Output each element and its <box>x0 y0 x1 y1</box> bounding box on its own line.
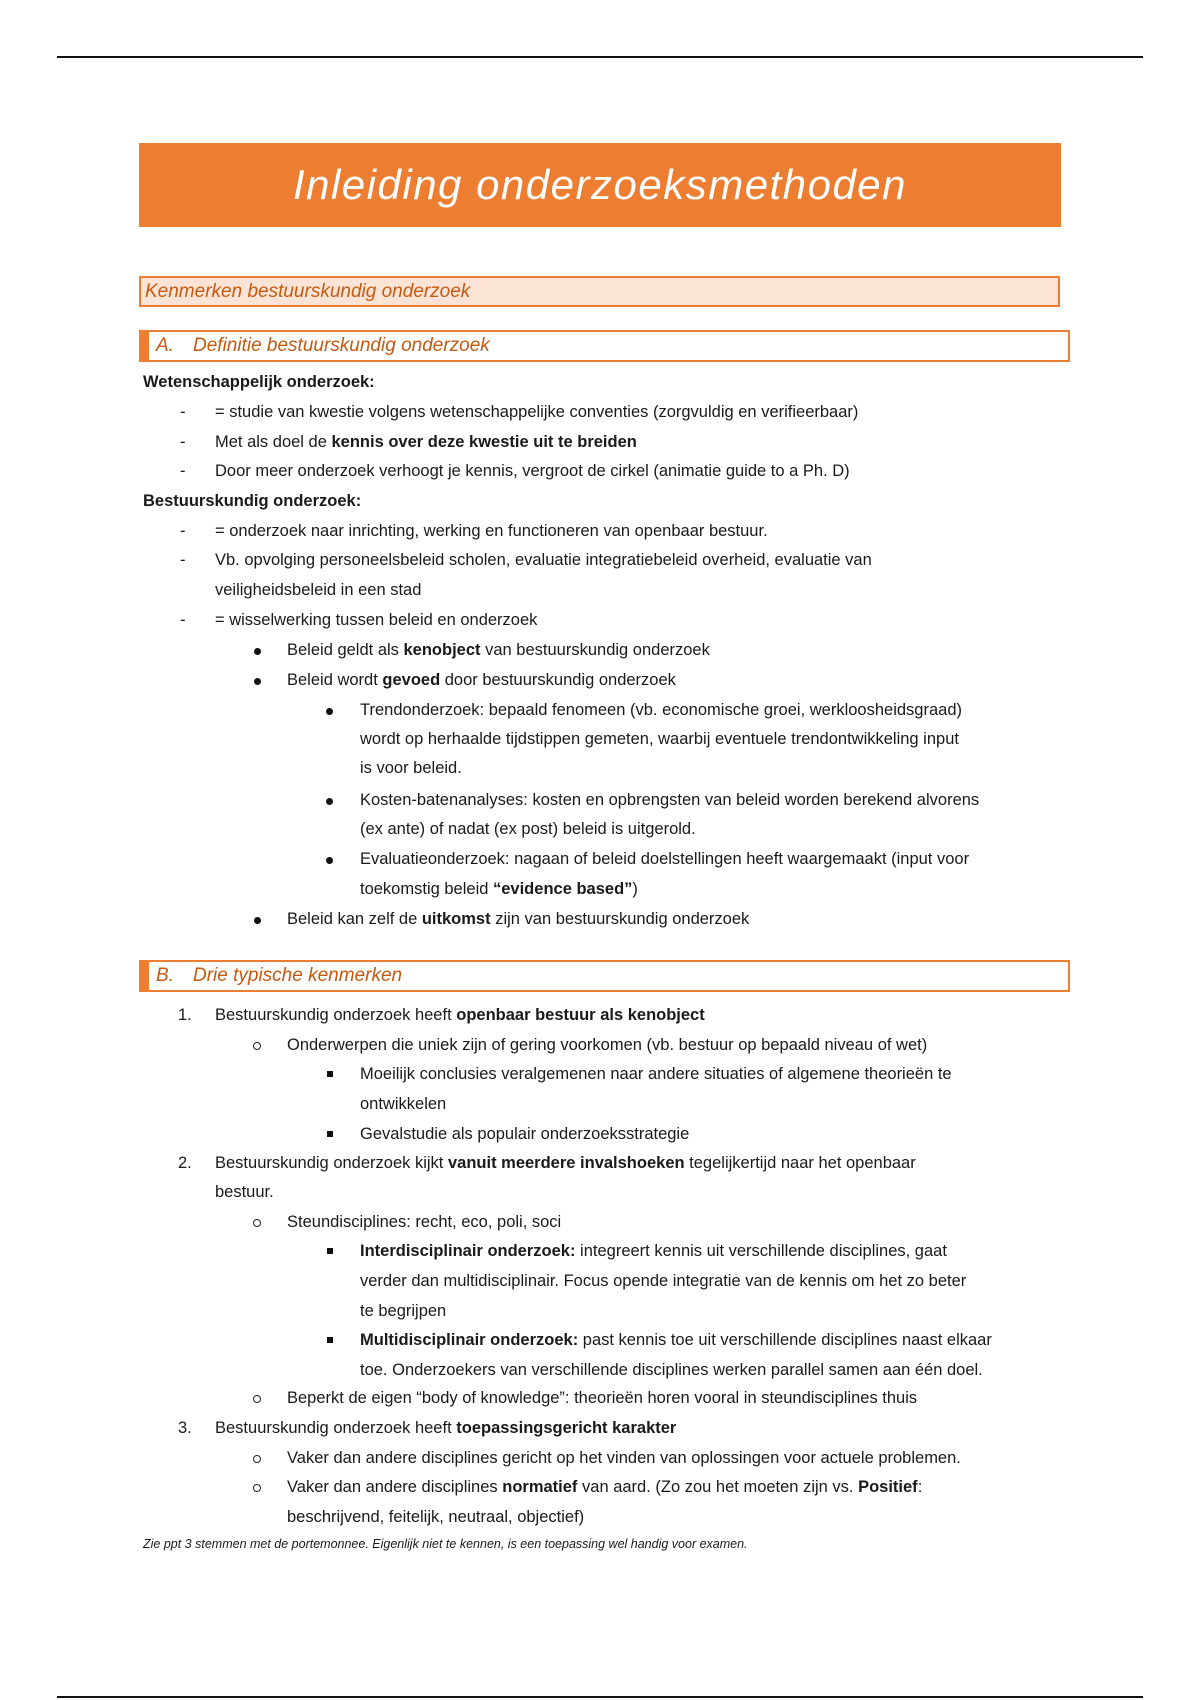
text-line: Interdisciplinair onderzoek: integreert kennis uit verschillende disciplines, gaat <box>360 1242 947 1260</box>
text-line: toe. Onderzoekers van verschillende disciplines werken parallel samen aan één doel. <box>360 1361 983 1379</box>
circle-marker <box>253 1395 261 1403</box>
heading-bestuurskundig: Bestuurskundig onderzoek: <box>143 492 362 510</box>
circle-marker <box>253 1484 261 1492</box>
text-line: Vaker dan andere disciplines gericht op het vinden van oplossingen voor actuele problemen. <box>287 1449 961 1467</box>
text-line: ontwikkelen <box>360 1095 447 1113</box>
dash-marker <box>180 551 186 570</box>
subsection-b-heading <box>139 960 1070 992</box>
text-line: Vb. opvolging personeelsbeleid scholen, evaluatie integratiebeleid overheid, evaluatie van <box>215 551 872 569</box>
dash-marker <box>180 611 186 630</box>
text-line: Trendonderzoek: bepaald fenomeen (vb. economische groei, werkloosheidsgraad) <box>360 701 962 719</box>
dash-marker <box>180 462 186 481</box>
footer-rule <box>57 1696 1143 1698</box>
section-heading-box <box>139 276 1060 307</box>
text-line: veiligheidsbeleid in een stad <box>215 581 422 599</box>
subsection-a-heading <box>139 330 1070 362</box>
text-line: Moeilijk conclusies veralgemenen naar andere situaties of algemene theorieën te <box>360 1065 952 1083</box>
text-line: = studie van kwestie volgens wetenschappelijke conventies (zorgvuldig en verifieerbaar) <box>215 403 859 421</box>
subsection-b-letter: B. <box>156 965 174 986</box>
text-line: te begrijpen <box>360 1302 447 1320</box>
list-number: 2. <box>178 1154 192 1172</box>
text-line: Vaker dan andere disciplines normatief van aard. (Zo zou het moeten zijn vs. Positief: <box>287 1478 923 1496</box>
bullet-marker <box>326 708 333 715</box>
square-marker <box>327 1337 333 1343</box>
dash-marker <box>180 403 186 422</box>
document-title: Inleiding onderzoeksmethoden <box>292 161 908 208</box>
section-heading: Kenmerken bestuurskundig onderzoek <box>145 280 471 302</box>
text-line: Multidisciplinair onderzoek: past kennis toe uit verschillende disciplines naast elkaar <box>360 1331 992 1349</box>
dash-marker <box>180 522 186 541</box>
text-line: Bestuurskundig onderzoek heeft toepassingsgericht karakter <box>215 1419 677 1437</box>
bullet-marker <box>254 648 261 655</box>
text-line: Beleid kan zelf de uitkomst zijn van bestuurskundig onderzoek <box>287 910 750 928</box>
text-line: bestuur. <box>215 1183 274 1201</box>
text-line: verder dan multidisciplinair. Focus opende integratie van de kennis om het zo beter <box>360 1272 967 1290</box>
text-line: (ex ante) of nadat (ex post) beleid is uitgerold. <box>360 820 696 838</box>
text-line: Onderwerpen die uniek zijn of gering voorkomen (vb. bestuur op bepaald niveau of wet) <box>287 1036 928 1054</box>
dash-marker <box>180 433 186 452</box>
square-marker <box>327 1131 333 1137</box>
text-line: Gevalstudie als populair onderzoeksstrategie <box>360 1125 690 1143</box>
text-line: wordt op herhaalde tijdstippen gemeten, waarbij eventuele trendontwikkeling input <box>360 730 959 748</box>
subsection-b-title: Drie typische kenmerken <box>193 965 403 986</box>
text-line: Beleid wordt gevoed door bestuurskundig onderzoek <box>287 671 676 689</box>
text-line: Met als doel de kennis over deze kwestie uit te breiden <box>215 433 637 451</box>
title-banner <box>139 143 1061 227</box>
header-rule <box>57 56 1143 58</box>
list-number: 1. <box>178 1006 192 1024</box>
heading-wetenschappelijk: Wetenschappelijk onderzoek: <box>143 373 375 391</box>
text-line: Evaluatieonderzoek: nagaan of beleid doelstellingen heeft waargemaakt (input voor <box>360 850 970 868</box>
text-line: Kosten-batenanalyses: kosten en opbrengsten van beleid worden berekend alvorens <box>360 791 980 809</box>
subsection-a-title: Definitie bestuurskundig onderzoek <box>193 335 490 356</box>
circle-marker <box>253 1219 261 1227</box>
square-marker <box>327 1071 333 1077</box>
text-line: Beperkt de eigen “body of knowledge”: theorieën horen vooral in steundisciplines thuis <box>287 1389 918 1407</box>
text-line: Bestuurskundig onderzoek kijkt vanuit meerdere invalshoeken tegelijkertijd naar het openbaar <box>215 1154 916 1172</box>
text-line: Steundisciplines: recht, eco, poli, soci <box>287 1213 562 1231</box>
bullet-marker <box>254 678 261 685</box>
bullet-marker <box>254 917 261 924</box>
text-line: toekomstig beleid “evidence based”) <box>360 880 638 898</box>
circle-marker <box>253 1455 261 1463</box>
bullet-marker <box>326 798 333 805</box>
text-line: is voor beleid. <box>360 759 462 777</box>
text-line: beschrijvend, feitelijk, neutraal, objectief) <box>287 1508 585 1526</box>
footnote: Zie ppt 3 stemmen met de portemonnee. Eigenlijk niet te kennen, is een toepassing wel handig voor examen. <box>143 1537 748 1551</box>
subsection-a-letter: A. <box>156 335 174 356</box>
circle-marker <box>253 1042 261 1050</box>
text-line: Beleid geldt als kenobject van bestuurskundig onderzoek <box>287 641 710 659</box>
square-marker <box>327 1248 333 1254</box>
text-line: Bestuurskundig onderzoek heeft openbaar bestuur als kenobject <box>215 1006 705 1024</box>
text-line: = onderzoek naar inrichting, werking en functioneren van openbaar bestuur. <box>215 522 768 540</box>
text-line: = wisselwerking tussen beleid en onderzoek <box>215 611 538 629</box>
list-number: 3. <box>178 1419 192 1437</box>
bullet-marker <box>326 857 333 864</box>
text-line: Door meer onderzoek verhoogt je kennis, vergroot de cirkel (animatie guide to a Ph. D) <box>215 462 850 480</box>
